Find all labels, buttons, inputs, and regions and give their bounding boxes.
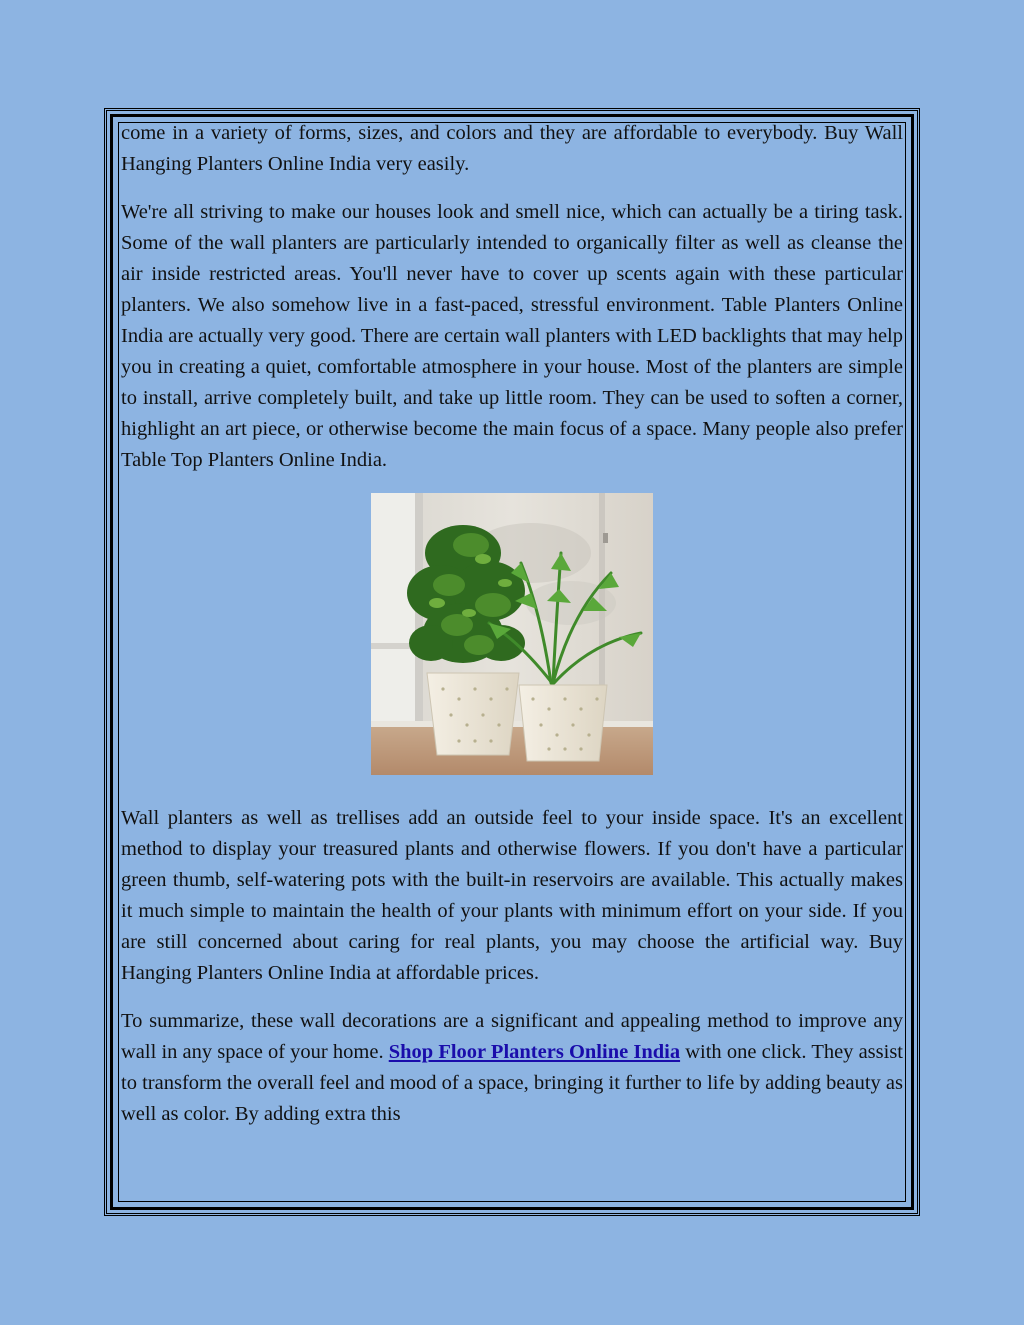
summary-text-start: To summarize, these wall decorations are a significant and appealing method to improve any wall in any space of your home. <box>121 1010 903 1063</box>
planter-photo-illustration <box>371 493 653 775</box>
planter-photo <box>371 493 653 775</box>
paragraph-summary <box>121 1006 903 1130</box>
paragraph-intro: come in a variety of forms, sizes, and colors and they are affordable to everybody. Buy Wall Hanging Planters Online India very easily. <box>121 122 903 175</box>
summary-text-end: with one click. They assist to transform the overall feel and mood of a space, bringing it further to life by adding beauty as well as color. By adding extra this <box>121 1041 904 1125</box>
shop-floor-planters-link[interactable]: Shop Floor Planters Online India <box>388 1041 681 1063</box>
paragraph-benefits: We're all striving to make our houses look and smell nice, which can actually be a tiring task. Some of the wall planters are particularly intended to organically filter as well as cleanse the air inside restricted areas. You'll never have to cover up scents again with these particular planters. We also somehow live in a fast-paced, stressful environment. Table Planters Online India are actually very good. There are certain wall planters with LED backlights that may help you in creating a quiet, comfortable atmosphere in your house. Most of the planters are simple to install, arrive completely built, and take up little room. They can be used to soften a corner, highlight an art piece, or otherwise become the main focus of a space. Many people also prefer Table Top Planters Online India. <box>121 201 903 471</box>
paragraph-trellises: Wall planters as well as trellises add an outside feel to your inside space. It's an excellent method to display your treasured plants and otherwise flowers. If you don't have a particular green thumb, self-watering pots with the built-in reservoirs are available. This actually makes it much simple to maintain the health of your plants with minimum effort on your side. If you are still concerned about caring for real plants, you may choose the artificial way. Buy Hanging Planters Online India at affordable prices. <box>121 807 903 984</box>
document-body <box>121 118 903 1147</box>
